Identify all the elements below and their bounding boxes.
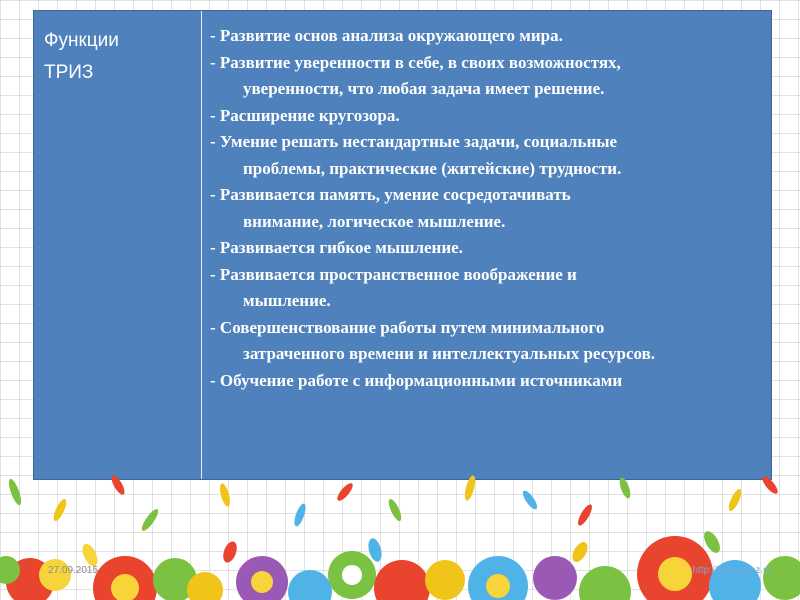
header-line-triz: ТРИЗ: [44, 62, 94, 83]
list-item-text: - Совершенствование работы путем минимального: [210, 317, 605, 337]
functions-table: [33, 10, 772, 480]
list-item: [210, 315, 763, 368]
list-item: [210, 129, 763, 182]
flower-decoration: [0, 470, 800, 600]
list-item-text: - Развитие уверенности в себе, в своих возможностях,: [210, 52, 621, 72]
list-item-text: - Развивается память, умение сосредотачивать: [210, 185, 571, 204]
list-item: [210, 368, 763, 395]
list-item-continuation: проблемы, практические (житейские) трудности.: [243, 158, 622, 178]
list-item: [210, 182, 763, 235]
list-item: [210, 235, 763, 262]
list-item-text: - Умение решать нестандартные задачи, социальные: [210, 132, 618, 151]
list-item: [210, 50, 763, 103]
list-item-text: - Обучение работе с информационными источниками: [210, 370, 623, 390]
list-item: [210, 23, 763, 50]
leaf-icon: [6, 473, 780, 532]
list-item-continuation: затраченного времени и интеллектуальных ресурсов.: [243, 344, 656, 363]
list-item-text: - Развивается пространственное воображение и: [210, 264, 577, 284]
list-item-text: - Развитие основ анализа окружающего мира.: [210, 26, 563, 45]
table-header-cell: [34, 11, 202, 479]
functions-list-cell: [202, 11, 771, 479]
list-item-text: - Развивается гибкое мышление.: [210, 238, 463, 257]
list-item-continuation: уверенности, что любая задача имеет решение.: [243, 79, 605, 98]
list-item: [210, 103, 763, 130]
list-item-continuation: внимание, логическое мышление.: [243, 211, 506, 231]
flower-icon: [0, 536, 800, 600]
footer-date: 27.09.2015: [48, 565, 99, 576]
functions-list: [210, 23, 763, 394]
footer-url: http://aida.ucoz.ru: [692, 565, 772, 576]
list-item-continuation: мышление.: [243, 291, 331, 310]
list-item-text: - Расширение кругозора.: [210, 105, 400, 125]
header-line-functions: Функции: [44, 30, 119, 51]
list-item: [210, 262, 763, 315]
